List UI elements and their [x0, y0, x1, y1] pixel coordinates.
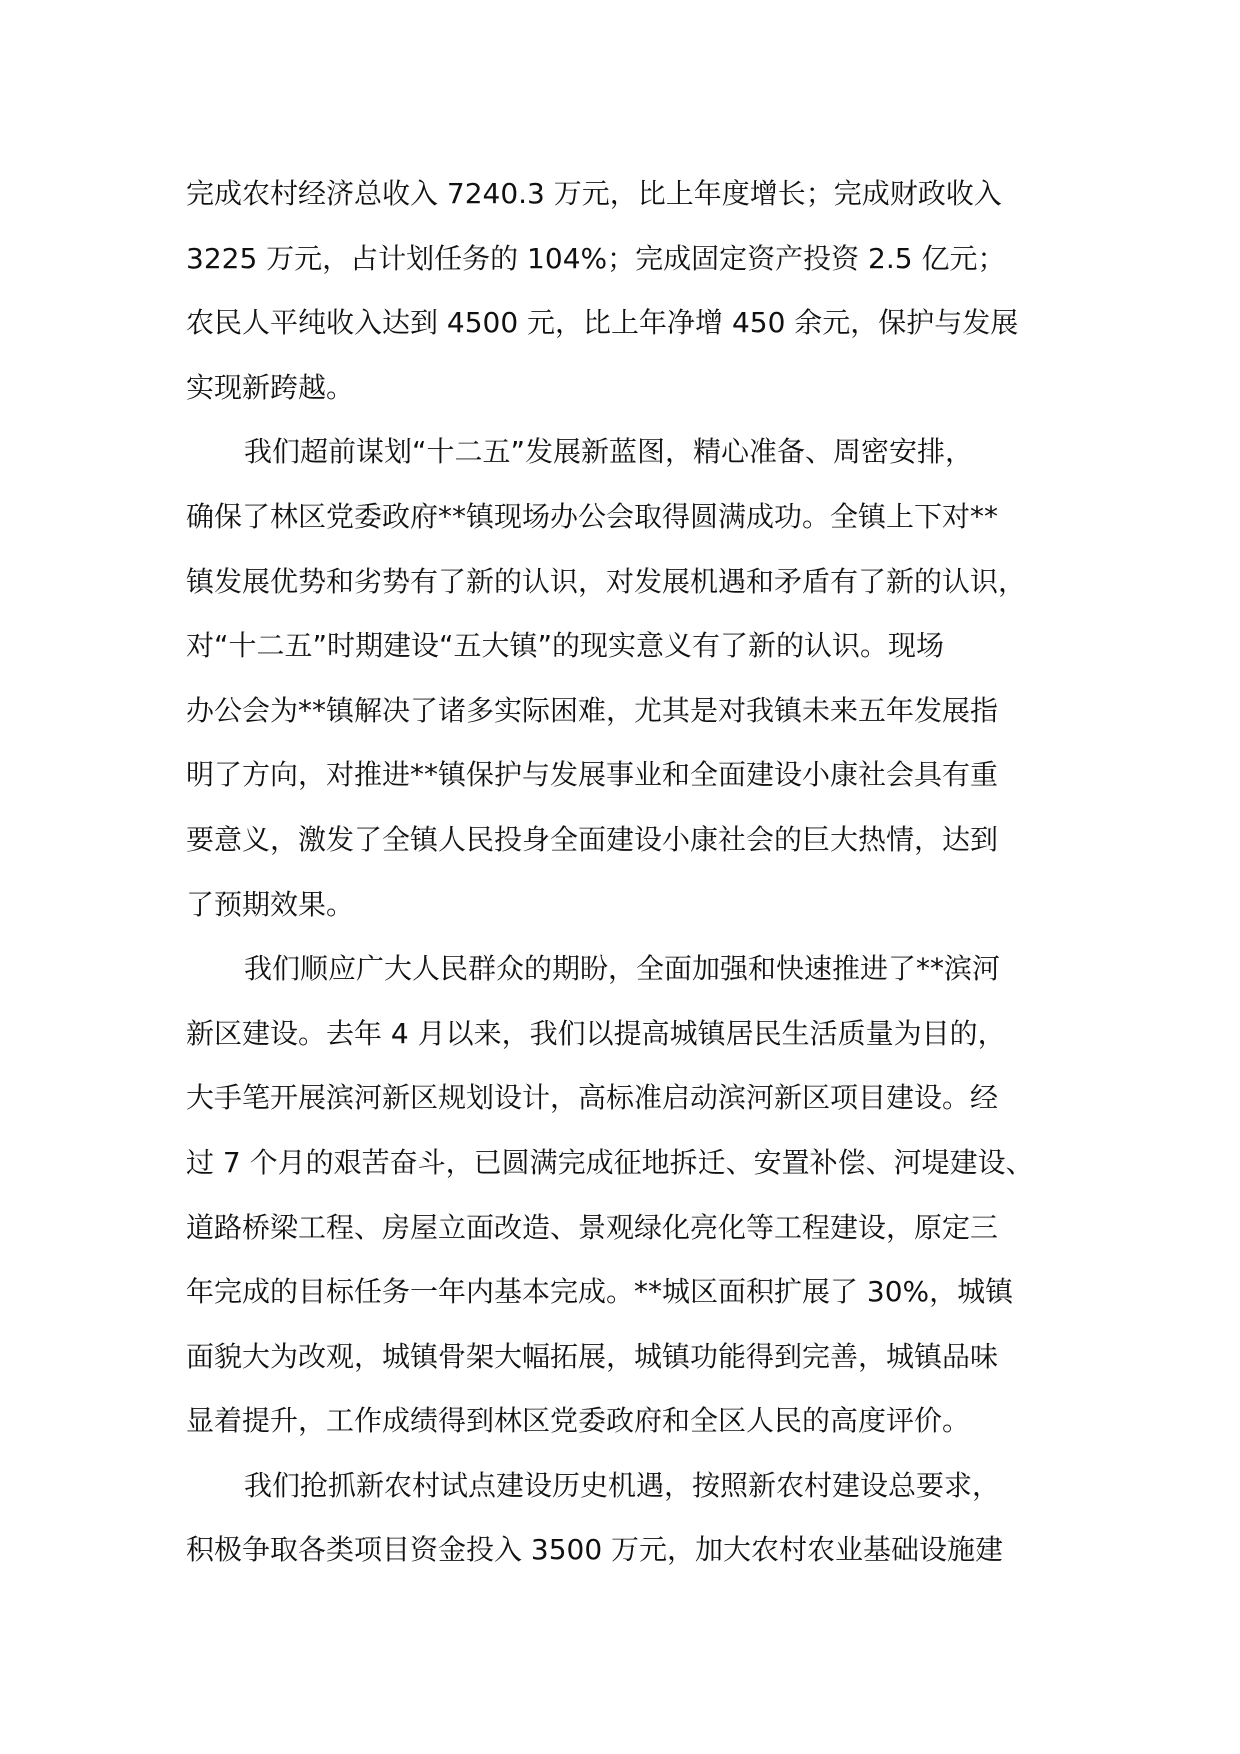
text-line: 实现新跨越。: [186, 370, 355, 404]
text-line: 确保了林区党委政府**镇现场办公会取得圆满成功。全镇上下对**: [186, 499, 999, 533]
text-line: 积极争取各类项目资金投入 3500 万元，加大农村农业基础设施建: [186, 1533, 1004, 1567]
text-line: 了预期效果。: [186, 887, 355, 921]
text-line: 3225 万元，占计划任务的 104%；完成固定资产投资 2.5 亿元；: [186, 241, 1006, 275]
text-line: 新区建设。去年 4 月以来，我们以提高城镇居民生活质量为目的，: [186, 1016, 1006, 1050]
text-line: 农民人平纯收入达到 4500 元，比上年净增 450 余元，保护与发展: [186, 306, 1019, 340]
text-line: 要意义，激发了全镇人民投身全面建设小康社会的巨大热情，达到: [186, 822, 999, 856]
text-line: 明了方向，对推进**镇保护与发展事业和全面建设小康社会具有重: [186, 758, 999, 792]
paragraph-start-line: 我们超前谋划“十二五”发展新蓝图，精心准备、周密安排，: [244, 435, 974, 469]
text-line: 面貌大为改观，城镇骨架大幅拓展，城镇功能得到完善，城镇品味: [186, 1339, 999, 1373]
text-line: 办公会为**镇解决了诸多实际困难，尤其是对我镇未来五年发展指: [186, 693, 999, 727]
text-line: 道路桥梁工程、房屋立面改造、景观绿化亮化等工程建设，原定三: [186, 1210, 999, 1244]
paragraph-start-line: 我们顺应广大人民群众的期盼，全面加强和快速推进了**滨河: [244, 952, 1001, 986]
text-line: 对“十二五”时期建设“五大镇”的现实意义有了新的认识。现场: [186, 629, 945, 663]
text-line: 显着提升，工作成绩得到林区党委政府和全区人民的高度评价。: [186, 1404, 971, 1438]
text-line: 完成农村经济总收入 7240.3 万元，比上年度增长；完成财政收入: [186, 177, 1002, 210]
text-line: 大手笔开展滨河新区规划设计，高标准启动滨河新区项目建设。经: [186, 1081, 999, 1115]
paragraph-start-line: 我们抢抓新农村试点建设历史机遇，按照新农村建设总要求，: [244, 1468, 1001, 1502]
text-line: 年完成的目标任务一年内基本完成。**城区面积扩展了 30%，城镇: [186, 1275, 1014, 1309]
body-text: [186, 162, 1086, 1583]
text-line: 镇发展优势和劣势有了新的认识，对发展机遇和矛盾有了新的认识，: [186, 564, 1027, 598]
text-line: 过 7 个月的艰苦奋斗，已圆满完成征地拆迁、安置补偿、河堤建设、: [186, 1145, 1034, 1179]
